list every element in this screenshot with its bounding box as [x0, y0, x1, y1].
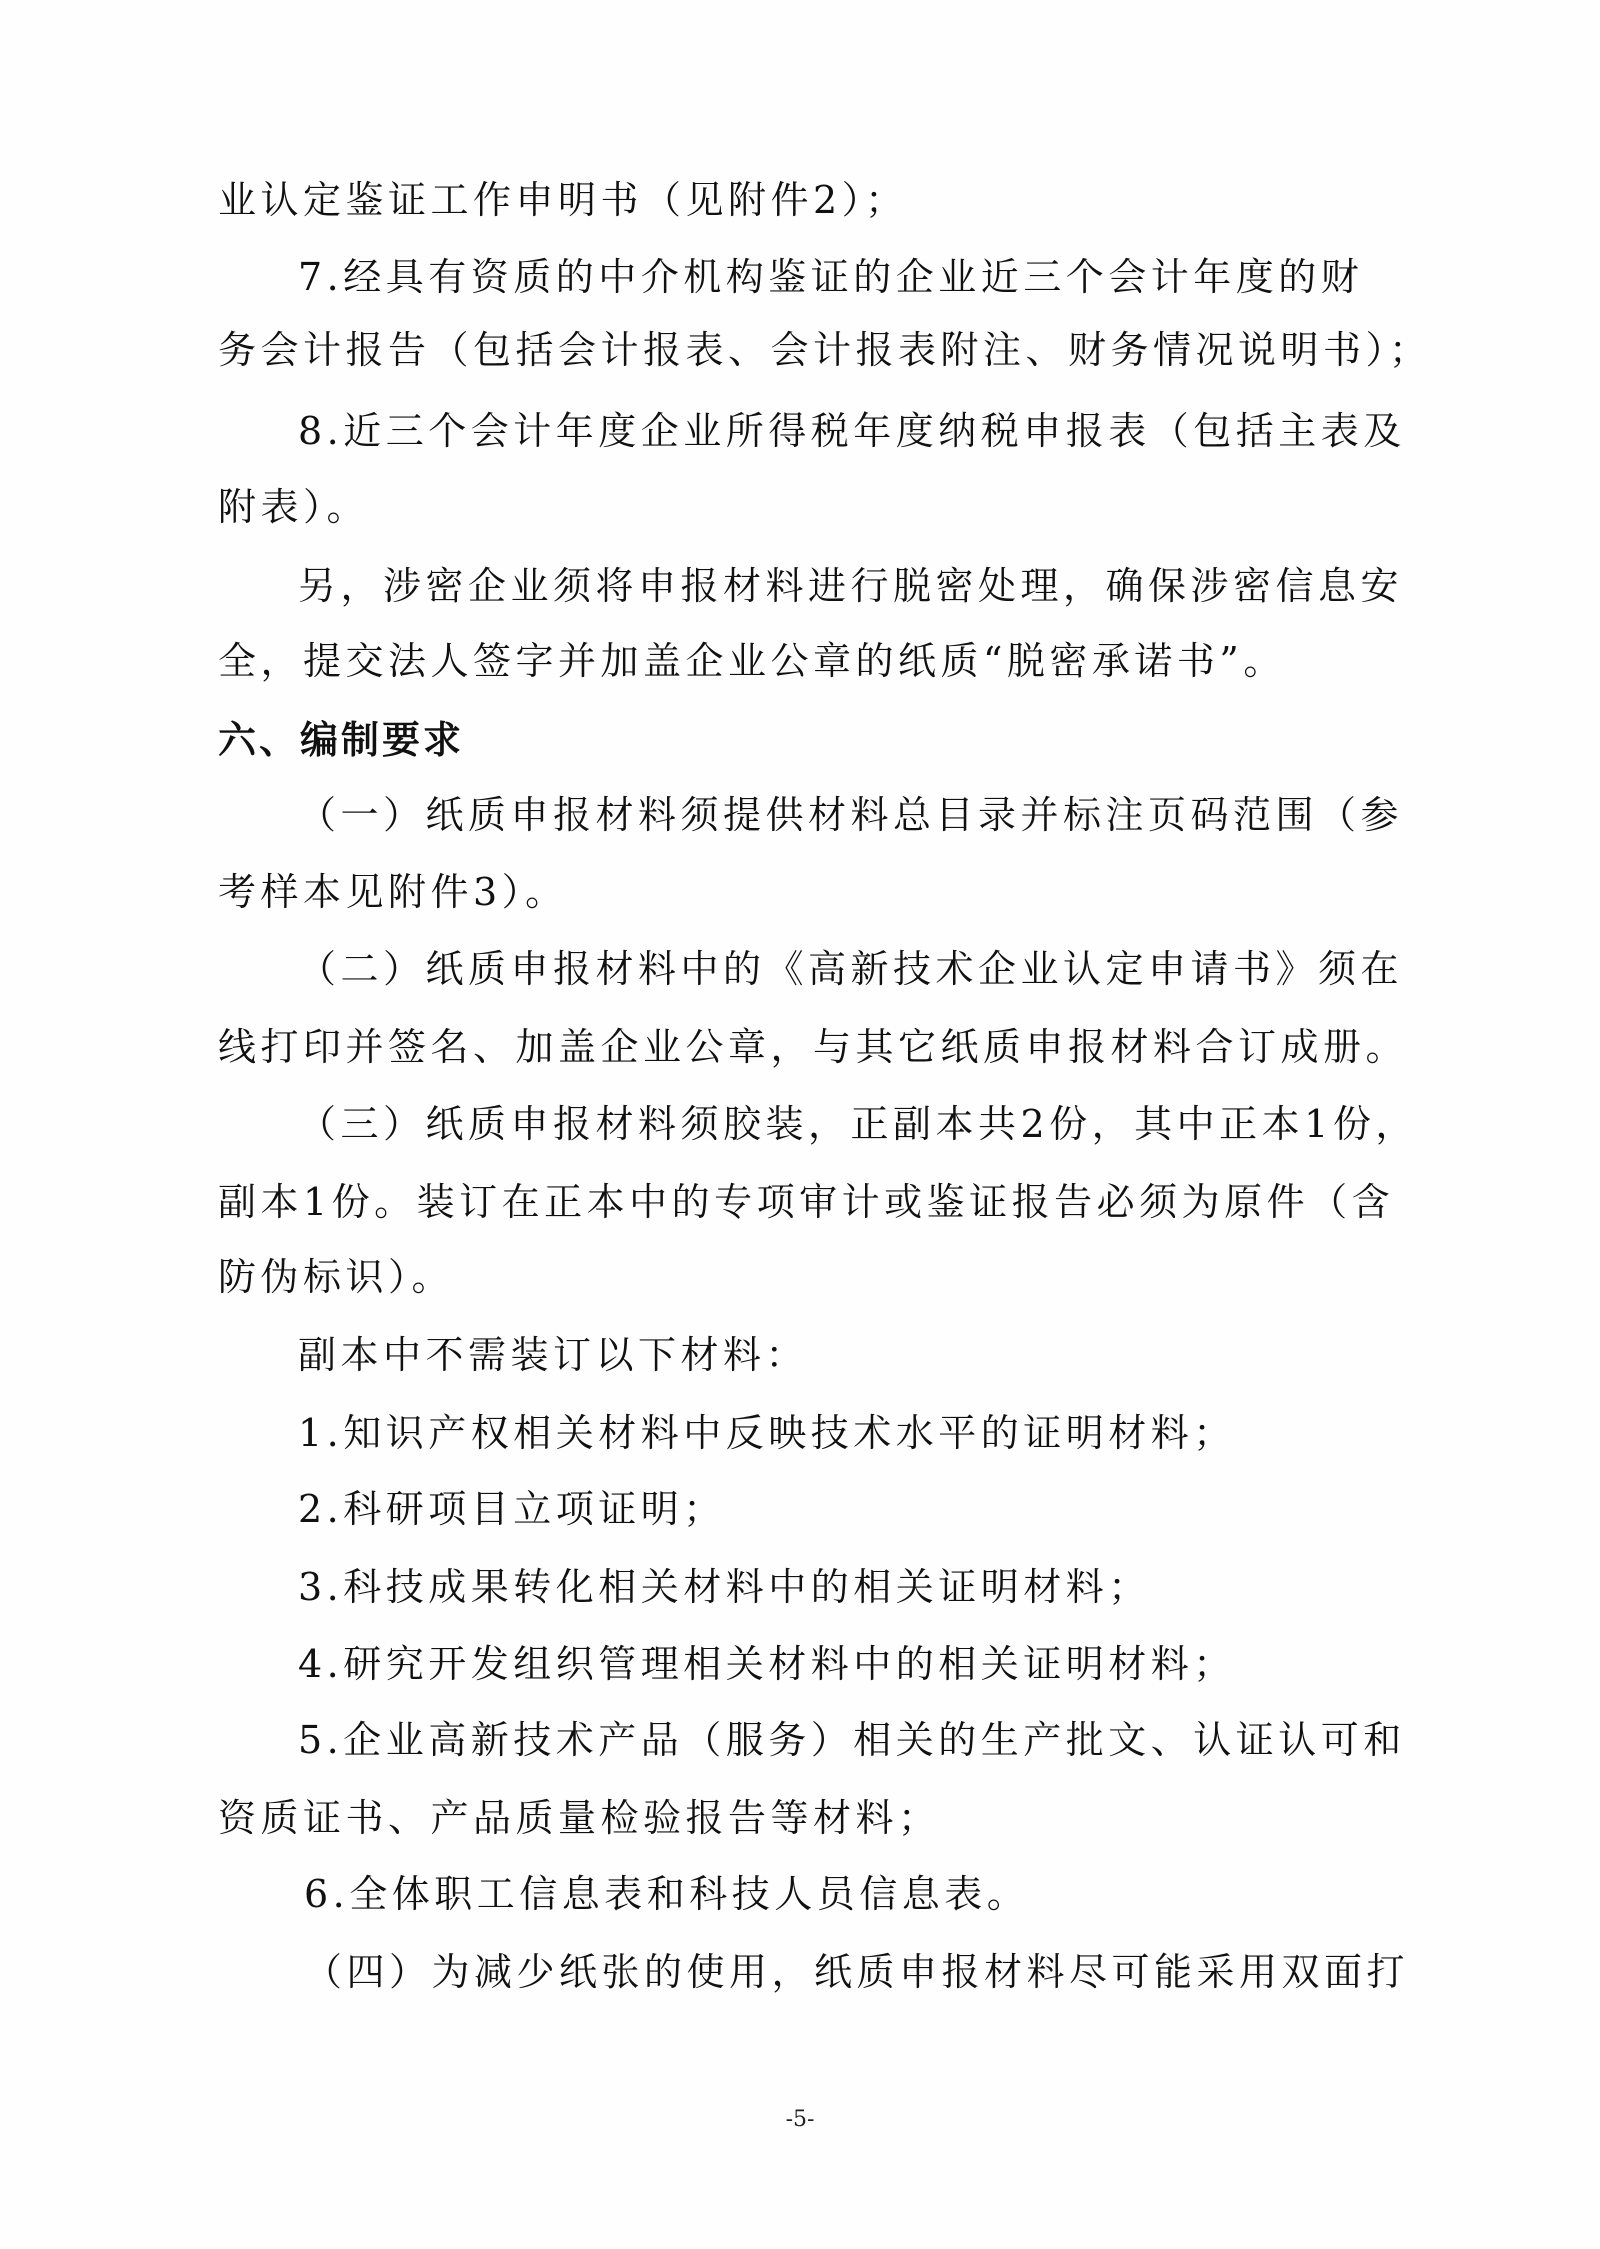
text-line-24: （四）为减少纸张的使用，纸质申报材料尽可能采用双面打: [304, 1950, 1410, 1994]
text-line-6: 另，涉密企业须将申报材料进行脱密处理，确保涉密信息安: [298, 564, 1404, 608]
text-line-3: 务会计报告（包括会计报表、会计报表附注、财务情况说明书）；: [218, 328, 1432, 372]
list-item-5: 5.企业高新技术产品（服务）相关的生产批文、认证认可和: [298, 1718, 1406, 1762]
list-item-1: 1.知识产权相关材料中反映技术水平的证明材料；: [298, 1411, 1236, 1455]
text-line-13: （三）纸质申报材料须胶装，正副本共2份，其中正本1份，: [298, 1102, 1418, 1146]
text-line-11: （二）纸质申报材料中的《高新技术企业认定申请书》须在: [298, 947, 1404, 991]
list-item-5-continued: 资质证书、产品质量检验报告等材料；: [218, 1796, 941, 1840]
text-line-4: 8.近三个会计年度企业所得税年度纳税申报表（包括主表及: [298, 409, 1406, 453]
list-item-4: 4.研究开发组织管理相关材料中的相关证明材料；: [298, 1642, 1236, 1686]
section-heading: 六、编制要求: [218, 718, 465, 762]
text-line-7: 全，提交法人签字并加盖企业公章的纸质“脱密承诺书”。: [218, 639, 1286, 683]
list-item-2: 2.科研项目立项证明；: [298, 1487, 726, 1531]
list-item-6: 6.全体职工信息表和科技人员信息表。: [304, 1872, 1030, 1916]
text-line-16: 副本中不需装订以下材料：: [298, 1333, 809, 1377]
text-line-1: 业认定鉴证工作申明书（见附件2）；: [218, 178, 908, 222]
page-number: -5-: [785, 2107, 815, 2132]
text-line-12: 线打印并签名、加盖企业公章，与其它纸质申报材料合订成册。: [218, 1025, 1409, 1069]
text-line-2: 7.经具有资质的中介机构鉴证的企业近三个会计年度的财: [298, 255, 1364, 299]
list-item-3: 3.科技成果转化相关材料中的相关证明材料；: [298, 1565, 1151, 1609]
text-line-10: 考样本见附件3）。: [218, 870, 568, 914]
text-line-15: 防伪标识）。: [218, 1255, 455, 1299]
text-line-9: （一）纸质申报材料须提供材料总目录并标注页码范围（参: [298, 793, 1404, 837]
text-line-5: 附表）。: [218, 485, 370, 529]
text-line-14: 副本1份。装订在正本中的专项审计或鉴证报告必须为原件（含: [218, 1180, 1395, 1224]
